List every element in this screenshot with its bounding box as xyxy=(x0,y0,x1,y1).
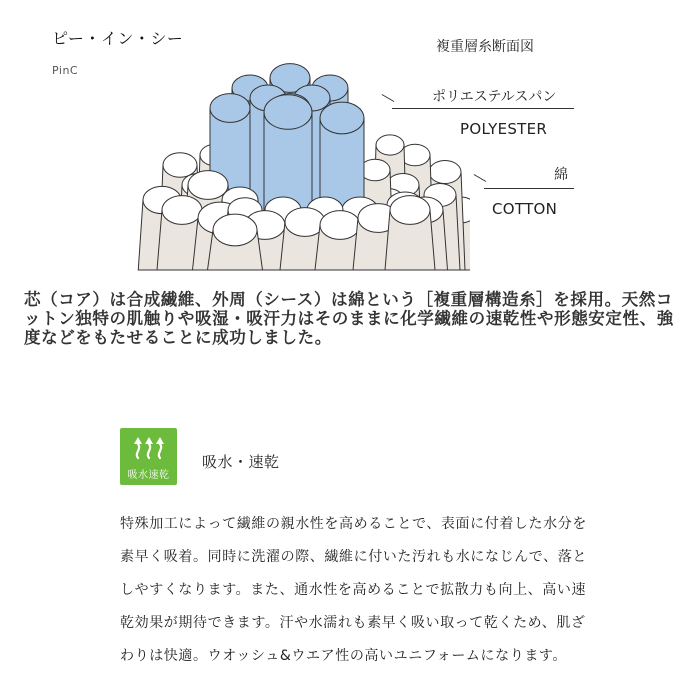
yarn-cross-section-diagram xyxy=(120,60,470,275)
brand-sub: PinC xyxy=(52,64,79,77)
water-absorb-icon xyxy=(132,434,166,460)
feature-body: 特殊加工によって繊維の親水性を高めることで、表面に付着した水分を素早く吸着。同時に洗濯の際、繊維に付いた汚れも水になじんで、落としやすくなります。また、通水性を高めることで拡散力も向上、高い速乾効果が期待できます。汗や水濡れも素早く吸い取って乾くため、肌ざわりは快適。ウオッシュ&ウエア性の高いユニフォームになります。 xyxy=(120,516,587,664)
cotton-leader-tick xyxy=(474,174,487,182)
cotton-label-en: COTTON xyxy=(492,200,558,218)
polyester-label-jp: ポリエステルスパン xyxy=(432,89,557,105)
quick-dry-badge xyxy=(120,428,177,485)
polyester-leader xyxy=(392,108,574,109)
feature-title: 吸水・速乾 xyxy=(202,453,280,471)
fiber-group xyxy=(138,64,470,270)
structure-description: 芯（コア）は合成繊維、外周（シース）は綿という［複重層構造糸］を採用。天然コットン独特の肌触りや吸湿・吸汗力はそのままに化学繊維の速乾性や形態安定性、強度などをもたせることに成功しました。 xyxy=(24,290,674,347)
brand-name: ピー・イン・シー xyxy=(52,29,184,48)
diagram-title: 複重層糸断面図 xyxy=(436,39,534,55)
cotton-leader xyxy=(484,188,574,189)
cotton-label-jp: 綿 xyxy=(554,167,568,183)
polyester-label-en: POLYESTER xyxy=(460,120,548,138)
badge-label: 吸水速乾 xyxy=(127,470,170,481)
cotton-fiber xyxy=(208,214,263,270)
cotton-fiber xyxy=(385,196,435,270)
